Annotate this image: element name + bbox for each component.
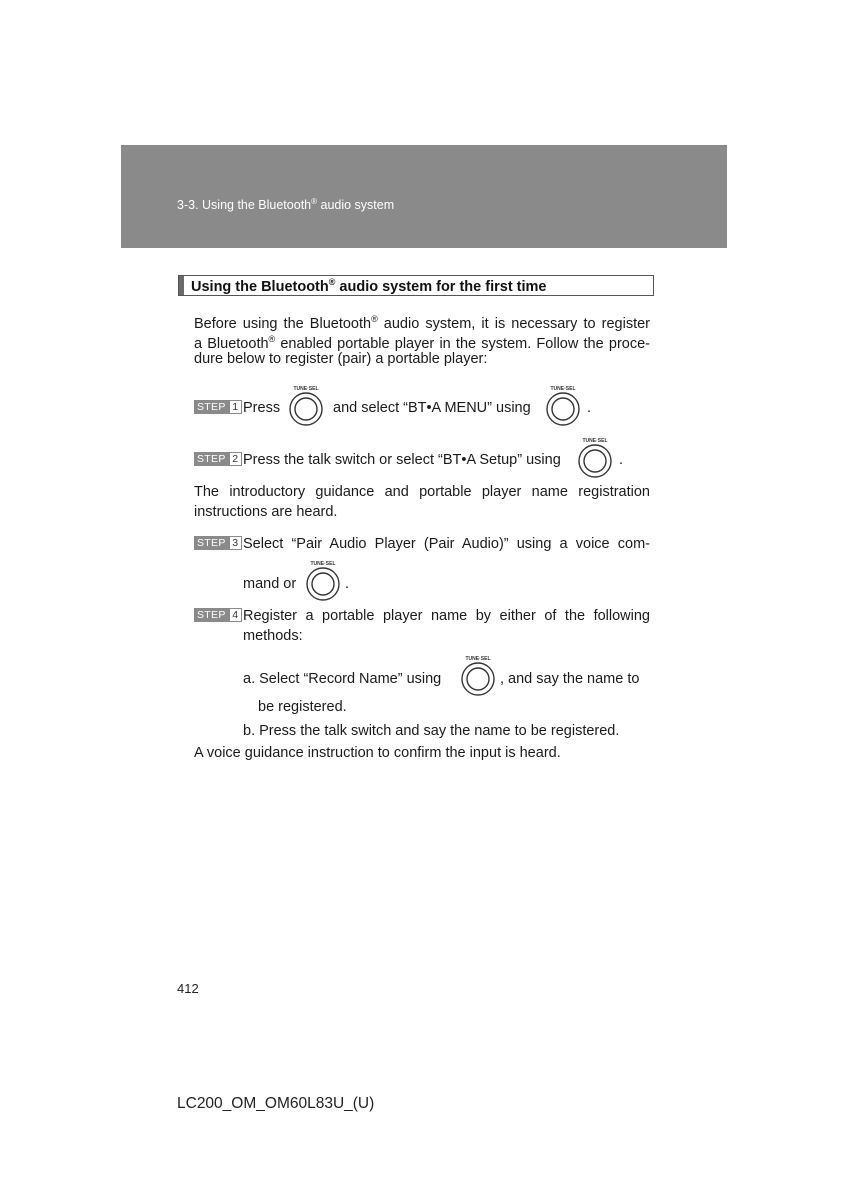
knob-label: TUNE·SEL — [550, 386, 576, 392]
page-number: 412 — [177, 981, 199, 996]
step-2-period: . — [619, 452, 624, 468]
step-1-text-press: Press — [243, 400, 281, 416]
heading-accent-bar — [179, 276, 184, 295]
tune-sel-knob-icon — [288, 384, 324, 430]
tune-sel-knob-icon — [305, 559, 341, 605]
closing-note: A voice guidance instruction to confirm the input is heard. — [194, 745, 561, 761]
step-1-period: . — [587, 400, 592, 416]
step-1-badge: STEP 1 — [194, 400, 242, 414]
step-4-line-1: Register a portable player name by either of the following — [243, 608, 650, 624]
step-4-option-b: b. Press the talk switch and say the name to be registered. — [243, 723, 620, 739]
step-3-badge: STEP 3 — [194, 536, 242, 550]
step-4-option-a: a. Select “Record Name” using — [243, 671, 442, 687]
intro-line-1: Before using the Bluetooth® audio system, it is necessary to register — [194, 314, 650, 332]
footer-code: LC200_OM_OM60L83U_(U) — [177, 1095, 375, 1112]
knob-label: TUNE·SEL — [310, 561, 336, 567]
step-3-line-1: Select “Pair Audio Player (Pair Audio)” using a voice com- — [243, 536, 650, 552]
knob-label: TUNE·SEL — [582, 438, 608, 444]
step-1-text-select: and select “BT•A MENU” using — [333, 400, 531, 416]
note-line-1: The introductory guidance and portable player name registration — [194, 484, 650, 500]
tune-sel-knob-icon — [577, 436, 613, 482]
step-3-period: . — [345, 576, 350, 592]
heading-text: Using the Bluetooth® audio system for the first time — [191, 277, 547, 295]
section-label: 3-3. Using the Bluetooth® audio system — [177, 197, 395, 213]
knob-label: TUNE·SEL — [465, 656, 491, 662]
intro-line-2: a Bluetooth® enabled portable player in the system. Follow the proce- — [194, 334, 650, 352]
step-2-text: Press the talk switch or select “BT•A Setup” using — [243, 452, 561, 468]
knob-label: TUNE·SEL — [293, 386, 319, 392]
tune-sel-knob-icon — [545, 384, 581, 430]
section-heading — [178, 275, 654, 296]
intro-line-3: dure below to register (pair) a portable player: — [194, 351, 488, 367]
tune-sel-knob-icon — [460, 654, 496, 700]
note-line-2: instructions are heard. — [194, 504, 338, 520]
step-4-option-a-cont: , and say the name to — [500, 671, 640, 687]
step-2-badge: STEP 2 — [194, 452, 242, 466]
step-4-line-2: methods: — [243, 628, 303, 644]
step-4-badge: STEP 4 — [194, 608, 242, 622]
step-3-line-2: mand or — [243, 576, 297, 592]
step-4-option-a-line-2: be registered. — [258, 699, 347, 715]
